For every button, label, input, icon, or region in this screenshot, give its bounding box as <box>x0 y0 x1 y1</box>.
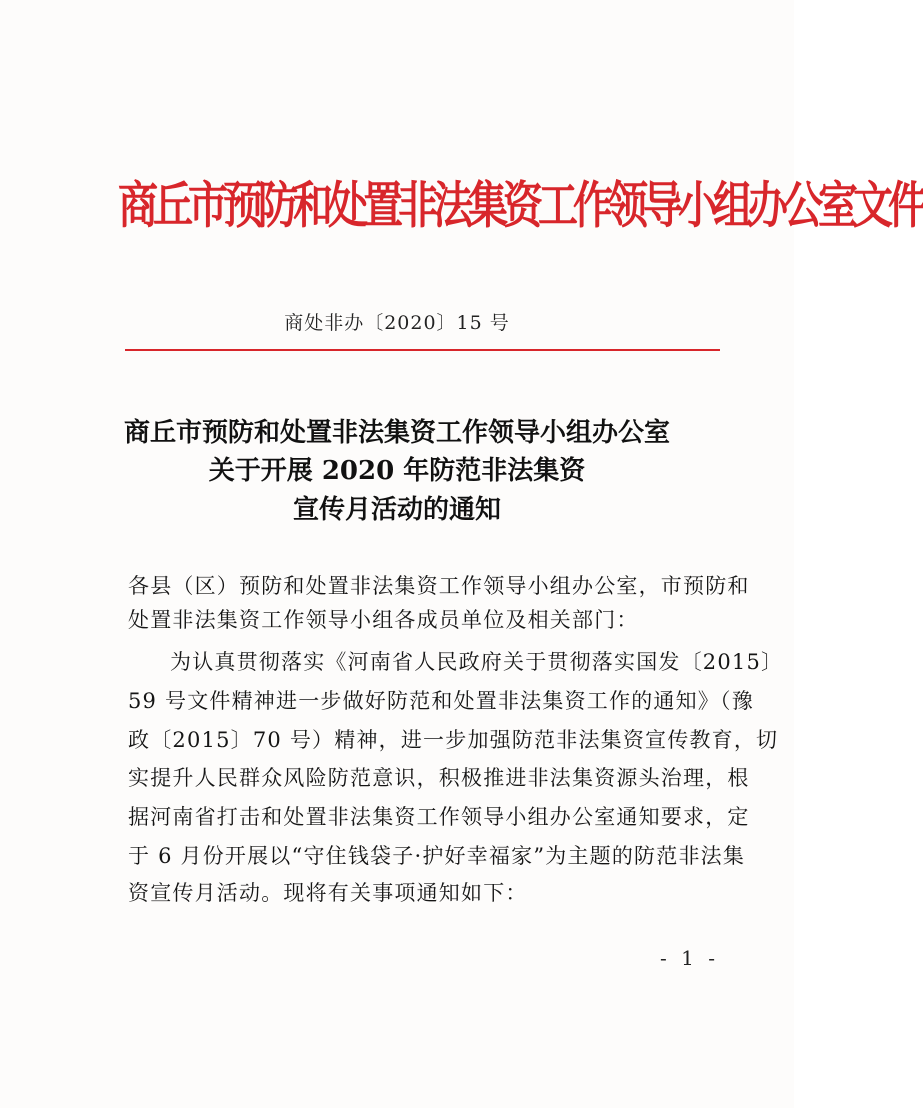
notice-title-line-1: 商丘市预防和处置非法集资工作领导小组办公室 <box>123 418 670 448</box>
body-line: 实提升人民群众风险防范意识，积极推进非法集资源头治理，根 <box>128 766 750 790</box>
document-number: 商处非办〔2020〕15 号 <box>284 312 510 334</box>
body-line: 据河南省打击和处置非法集资工作领导小组办公室通知要求，定 <box>128 805 750 829</box>
issuer-header-title: 商丘市预防和处置非法集资工作领导小组办公室文件 <box>118 176 923 235</box>
body-line: 资宣传月活动。现将有关事项通知如下： <box>128 881 528 905</box>
body-line: 处置非法集资工作领导小组各成员单位及相关部门： <box>128 608 639 632</box>
body-line: 于 6 月份开展以“守住钱袋子·护好幸福家”为主题的防范非法集 <box>128 844 746 868</box>
notice-title-line-2: 关于开展 2020 年防范非法集资 <box>208 456 586 486</box>
body-line: 各县（区）预防和处置非法集资工作领导小组办公室，市预防和 <box>128 574 750 598</box>
body-line: 59 号文件精神进一步做好防范和处置非法集资工作的通知》（豫 <box>128 689 754 713</box>
page-number: - 1 - <box>660 946 719 970</box>
body-line: 政〔2015〕70 号）精神，进一步加强防范非法集资宣传教育，切 <box>128 728 779 752</box>
red-divider-line <box>125 349 720 351</box>
body-line: 为认真贯彻落实《河南省人民政府关于贯彻落实国发〔2015〕 <box>170 650 784 674</box>
notice-title-line-3: 宣传月活动的通知 <box>292 495 501 525</box>
